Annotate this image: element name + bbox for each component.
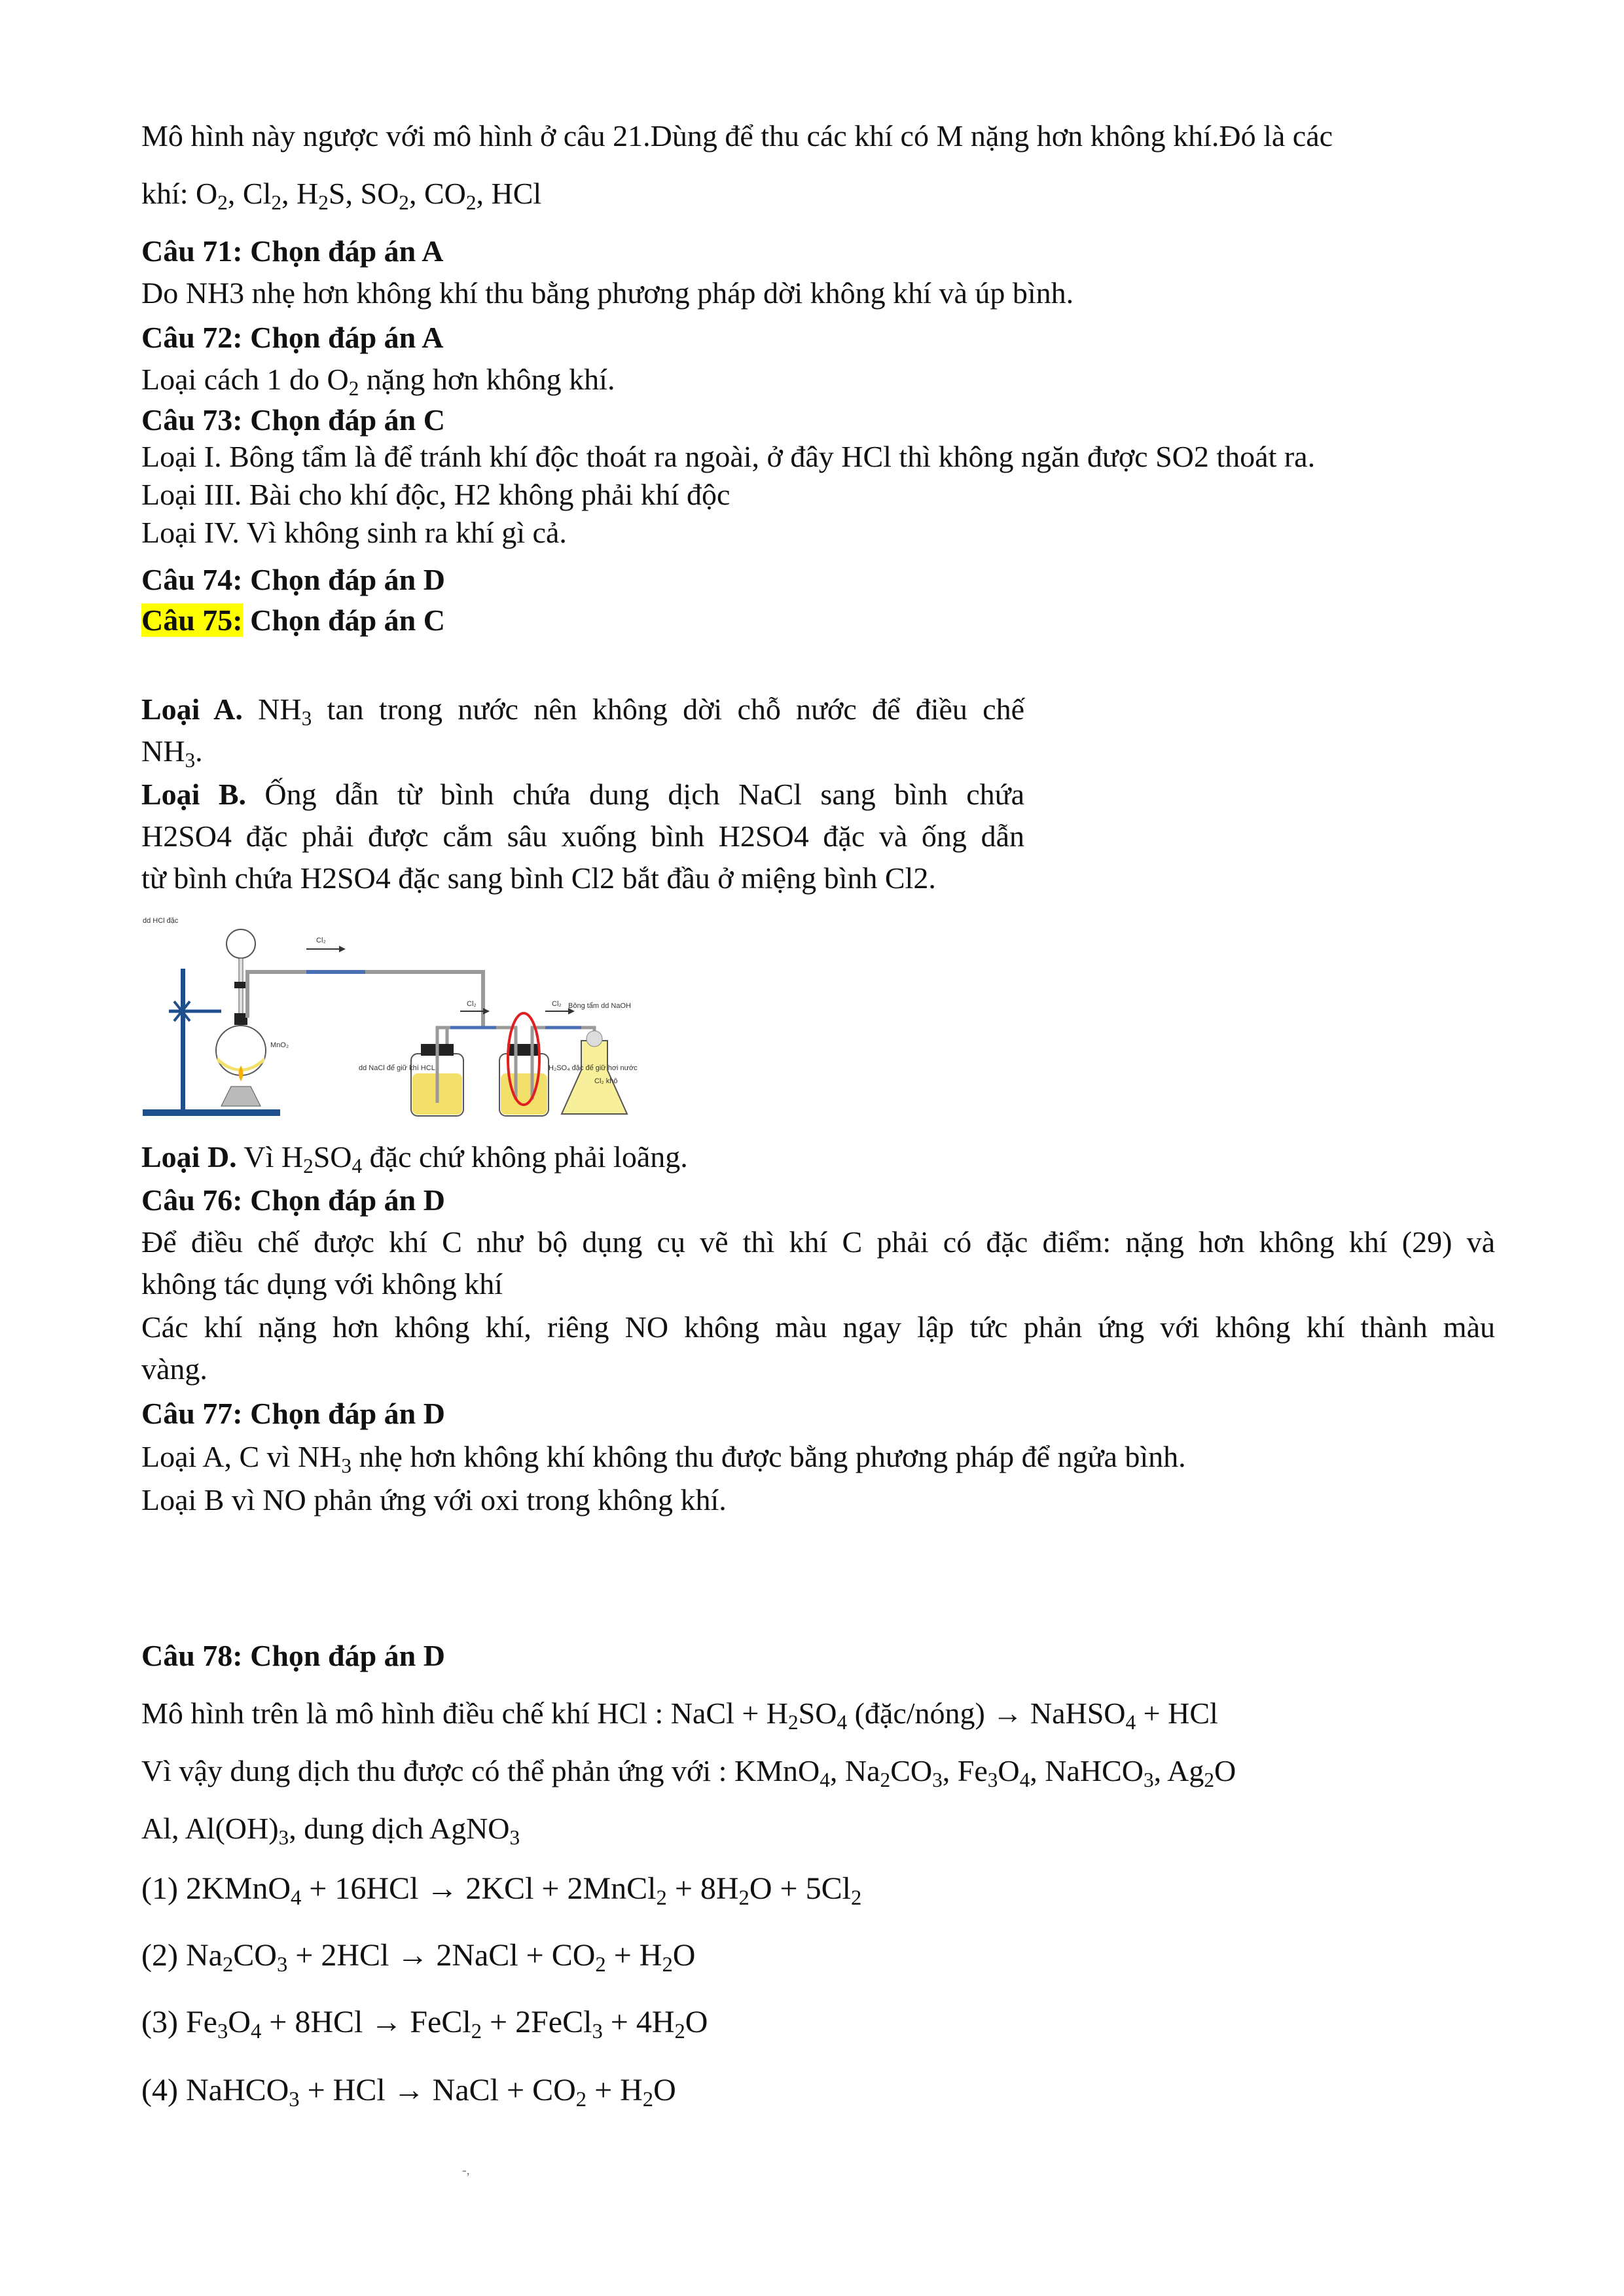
q77-line-1: Loại A, C vì $NH_3$ nhẹ hơn không khí không thu được bằng phương pháp để ngửa bình.: [141, 1440, 1186, 1477]
q77-line-2: Loại B vì NO phản ứng với oxi trong không khí.: [141, 1483, 727, 1516]
q75-heading: Câu 75: Chọn đáp án C: [141, 603, 445, 637]
footer-mark: -,: [462, 2163, 470, 2178]
q78-heading: Câu 78: Chọn đáp án D: [141, 1639, 445, 1672]
label-cl2-mid2: Cl₂: [552, 1000, 562, 1008]
q76-line-4: vàng.: [141, 1352, 208, 1386]
stand-rod: [181, 969, 185, 1114]
equation-1: (1) 2KMnO$_4$ + 16HCl → 2KCl + 2MnCl$_2$ + $8H_2O + 5Cl_2$: [141, 1871, 862, 1910]
q76-line-1: Để điều chế được khí C như bộ dụng cụ vẽ thì khí C phải có đặc điểm: nặng hơn không khí (29) và: [141, 1225, 1495, 1259]
q77-heading: Câu 77: Chọn đáp án D: [141, 1397, 445, 1430]
q75-option-d: Loại D. Vì $H_2SO_4$ đặc chứ không phải loãng.: [141, 1140, 688, 1177]
equation-2: (2) $Na_2CO_3 + 2HCl$ → 2NaCl + $CO_2 + H_2O$: [141, 1938, 696, 1977]
q73-line-2: Loại III. Bài cho khí độc, H2 không phải khí độc: [141, 478, 731, 511]
q74-heading: Câu 74: Chọn đáp án D: [141, 563, 445, 596]
cotton-plug: [586, 1031, 602, 1047]
stand-base: [143, 1109, 280, 1116]
q75-highlight: Câu 75:: [141, 603, 243, 637]
q71-heading: Câu 71: Chọn đáp án A: [141, 234, 444, 268]
label-clkho: Cl₂ khô: [594, 1077, 618, 1085]
q73-line-3: Loại IV. Vì không sinh ra khí gì cả.: [141, 516, 567, 549]
q75-option-b-line-3: từ bình chứa H2SO4 đặc sang bình Cl2 bắt đầu ở miệng bình Cl2.: [141, 861, 936, 895]
label-bong: Bông tẩm dd NaOH: [568, 1002, 631, 1010]
q76-line-3: Các khí nặng hơn không khí, riêng NO không màu ngay lập tức phản ứng với không khí thành màu: [141, 1310, 1495, 1344]
q76-heading: Câu 76: Chọn đáp án D: [141, 1183, 445, 1217]
intro-line-2: khí: $O_2$, $Cl_2$, $H_2S$, $SO_2$, $CO_2$, HCl: [141, 177, 542, 214]
label-cl2-mid: Cl₂: [467, 1000, 477, 1008]
label-nacl: dd NaCl để giữ khí HCL: [359, 1064, 435, 1072]
intro-line-1: Mô hình này ngược với mô hình ở câu 21.Dùng để thu các khí có M nặng hơn không khí.Đó là các: [141, 119, 1333, 152]
cl2-apparatus-diagram: [143, 910, 638, 1122]
q78-line-1: Mô hình trên là mô hình điều chế khí HCl : NaCl + $H_2SO_4$ (đặc/nóng) → NaHSO$_4$ + HCl: [141, 1696, 1218, 1734]
label-mno2: MnO₂: [270, 1041, 289, 1049]
q78-line-3: Al, $Al(OH)_3$, dung dịch AgNO$_3$: [141, 1812, 520, 1849]
equation-3: (3) $Fe_3O_4 + 8HCl$ → FeCl$_2$ + 2FeCl$_3$ + $4H_2O$: [141, 2005, 708, 2044]
q76-line-2: không tác dụng với không khí: [141, 1267, 503, 1300]
q75-option-a-line-1: Loại A. $NH_3$ tan trong nước nên không dời chỗ nước để điều chế: [141, 692, 1024, 730]
q75-option-b-line-1: Loại B. Ống dẫn từ bình chứa dung dịch NaCl sang bình chứa: [141, 778, 1024, 811]
label-hcl: dd HCl đặc: [143, 917, 179, 925]
q75-option-a-line-2: $NH_3$.: [141, 734, 203, 772]
q72-text: Loại cách 1 do $O_2$ nặng hơn không khí.: [141, 363, 615, 400]
q75-option-b-line-2: H2SO4 đặc phải được cắm sâu xuống bình H2SO4 đặc và ống dẫn: [141, 819, 1024, 853]
apparatus-svg: [143, 910, 638, 1122]
label-cl2-top: Cl₂: [316, 937, 326, 944]
funnel-bulb: [226, 929, 255, 958]
q72-heading: Câu 72: Chọn đáp án A: [141, 321, 444, 354]
burner: [221, 1086, 261, 1106]
q73-line-1: Loại I. Bông tẩm là để tránh khí độc thoát ra ngoài, ở đây HCl thì không ngăn được SO2 thoát ra.: [141, 440, 1316, 473]
q78-line-2: Vì vậy dung dịch thu được có thể phản ứng với : KMnO$_4$, $Na_2CO_3$, $Fe_3O_4$, NaHCO$_3$, $Ag_2O$: [141, 1754, 1236, 1791]
label-h2so4: H₂SO₄ đặc để giữ hơi nước: [549, 1064, 638, 1072]
delivery-tube-1: [247, 972, 483, 1028]
equation-4: (4) NaHCO$_3$ + HCl → NaCl + $CO_2 + H_2O$: [141, 2073, 676, 2112]
q73-heading: Câu 73: Chọn đáp án C: [141, 403, 445, 437]
q71-text: Do NH3 nhẹ hơn không khí thu bằng phương pháp dời không khí và úp bình.: [141, 276, 1074, 310]
